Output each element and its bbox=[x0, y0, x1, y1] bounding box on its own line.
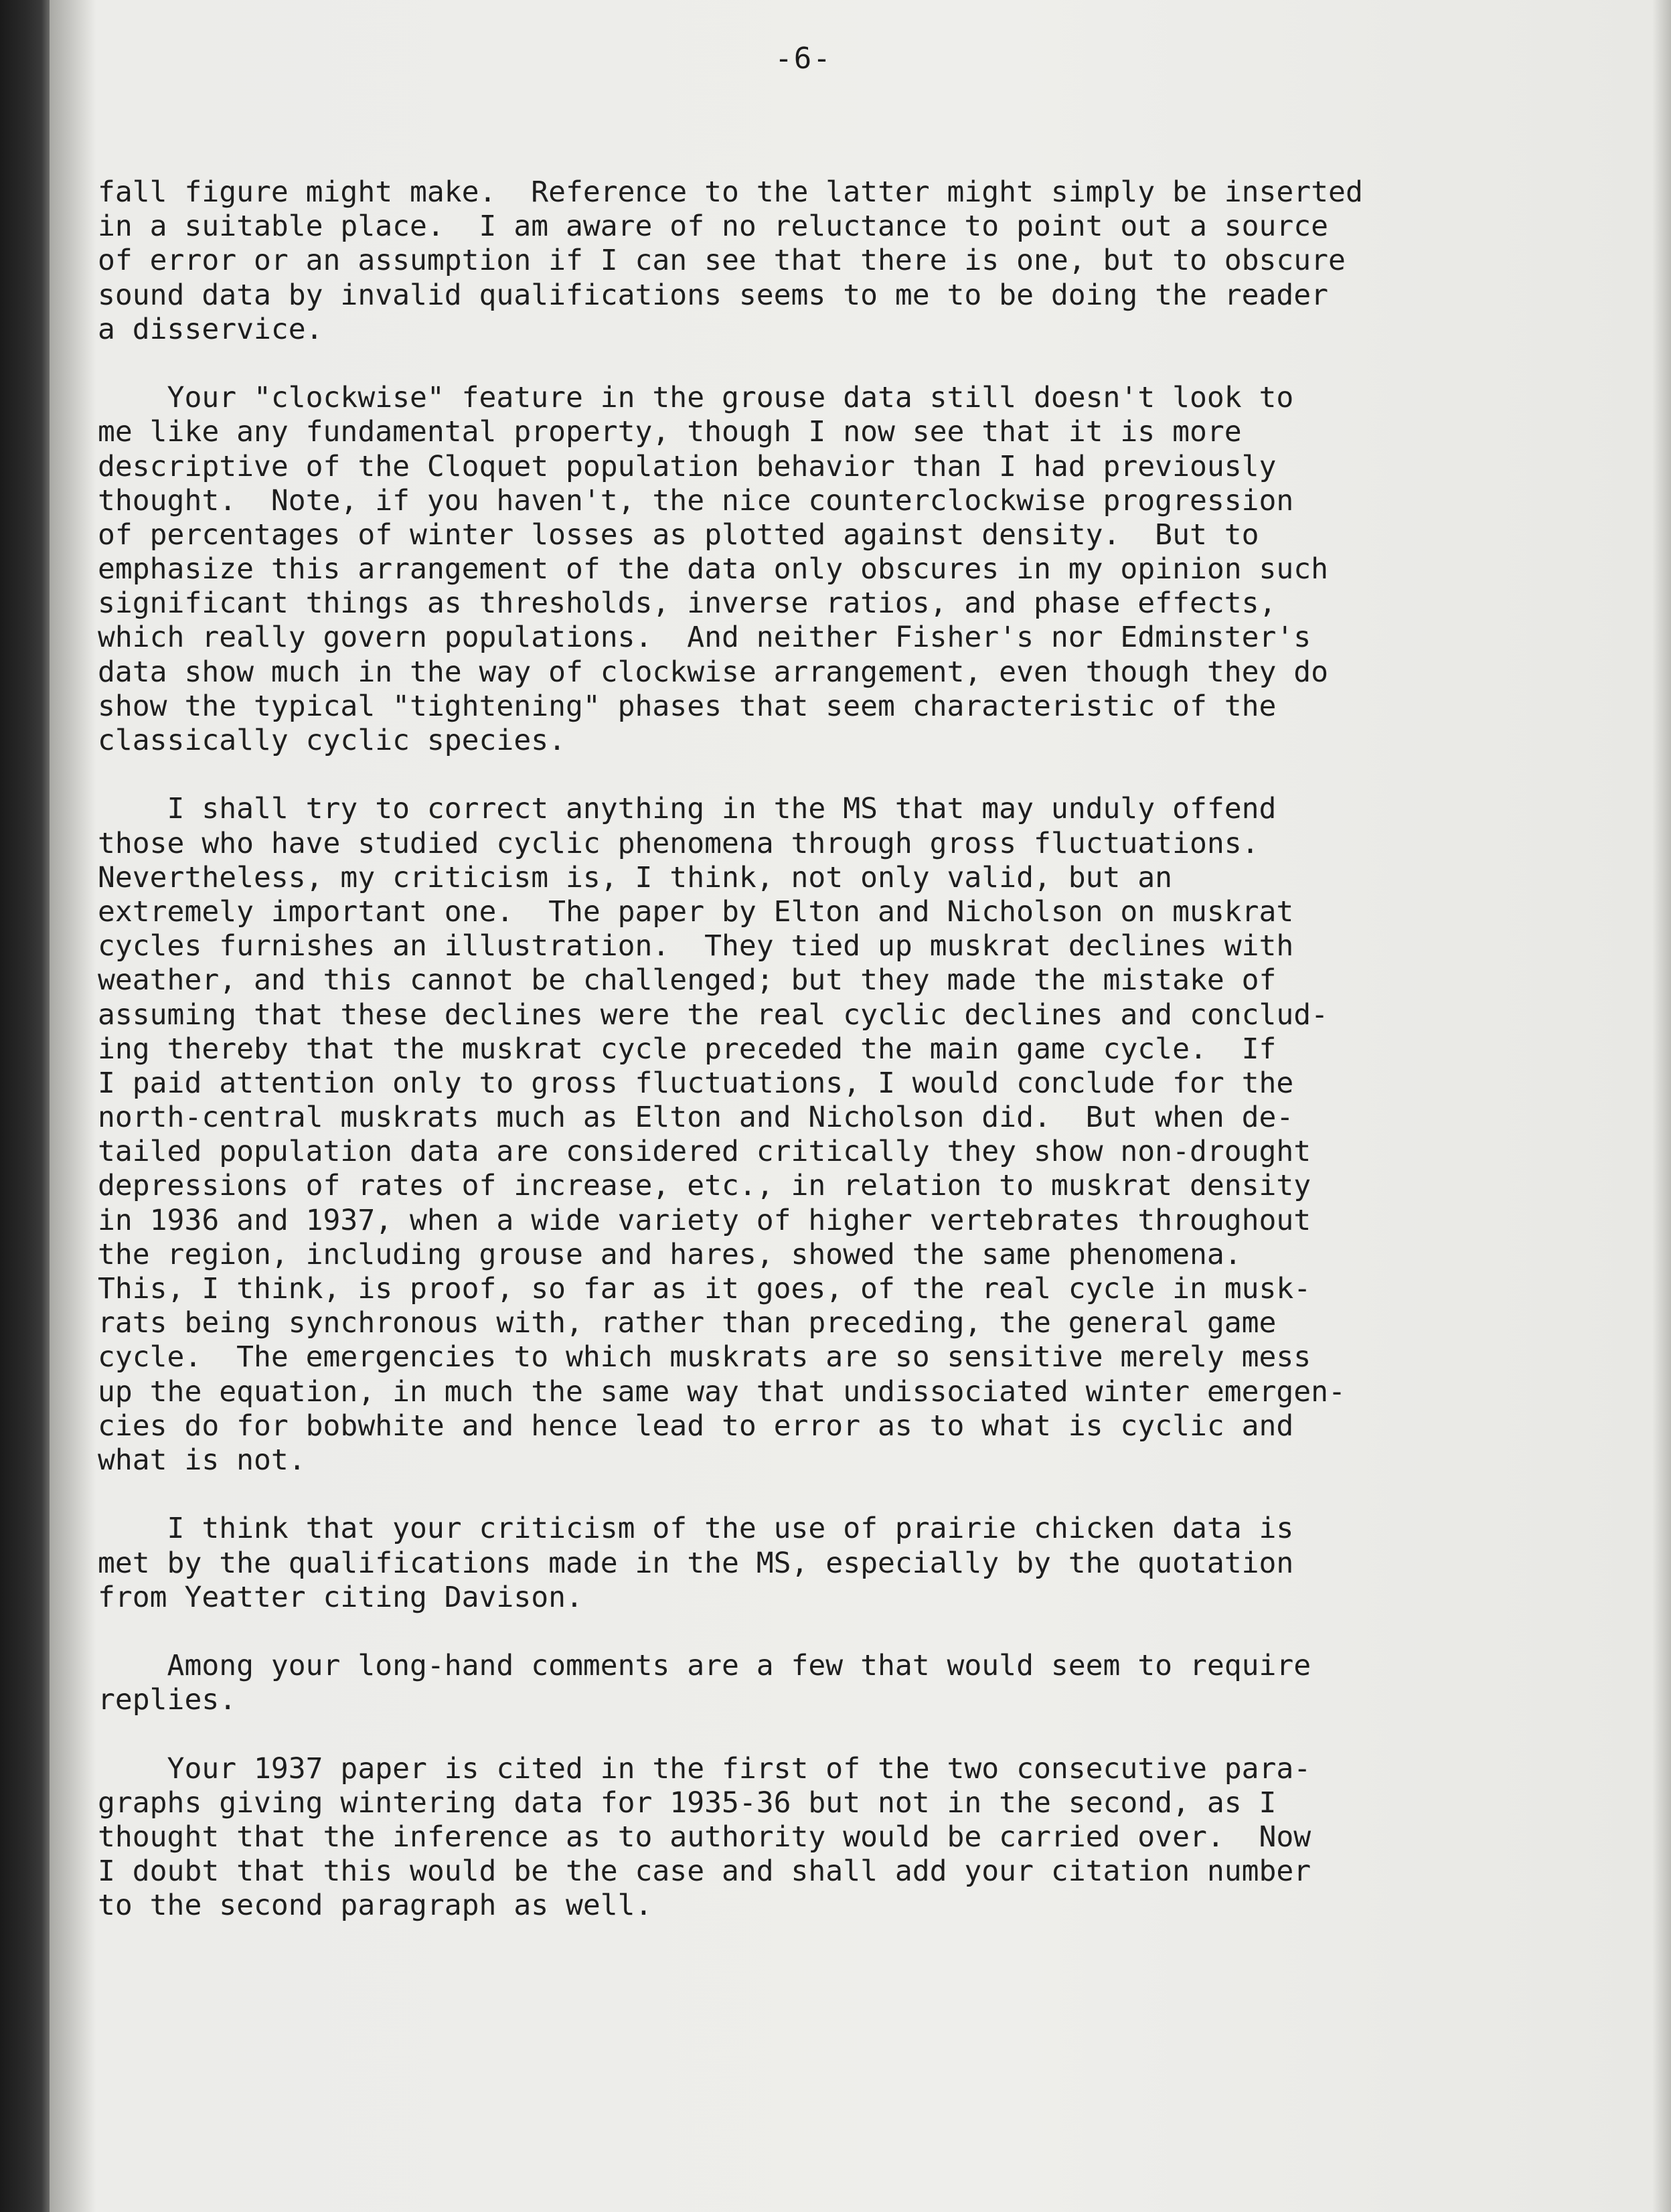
text-line: cycle. The emergencies to which muskrats are so sensitive merely mess bbox=[98, 1340, 1311, 1374]
text-line: Nevertheless, my criticism is, I think, not only valid, but an bbox=[98, 860, 1173, 894]
text-line: up the equation, in much the same way that undissociated winter emergen- bbox=[98, 1374, 1346, 1409]
text-line: cies do for bobwhite and hence lead to error as to what is cyclic and bbox=[98, 1409, 1294, 1443]
paragraph-2 bbox=[98, 381, 1638, 758]
text-line: from Yeatter citing Davison. bbox=[98, 1580, 583, 1614]
text-line: I shall try to correct anything in the MS that may unduly offend bbox=[98, 792, 1277, 826]
text-line: assuming that these declines were the real cyclic declines and conclud- bbox=[98, 998, 1329, 1032]
text-line: those who have studied cyclic phenomena through gross fluctuations. bbox=[98, 826, 1259, 860]
text-line: rats being synchronous with, rather than preceding, the general game bbox=[98, 1306, 1277, 1340]
text-line: cycles furnishes an illustration. They tied up muskrat declines with bbox=[98, 929, 1294, 963]
paragraph-5 bbox=[98, 1649, 1638, 1717]
page-binding-gradient bbox=[50, 0, 96, 2212]
text-line: extremely important one. The paper by Elton and Nicholson on muskrat bbox=[98, 894, 1294, 929]
text-line: replies. bbox=[98, 1683, 237, 1717]
text-line: in 1936 and 1937, when a wide variety of higher vertebrates throughout bbox=[98, 1203, 1311, 1237]
text-line: This, I think, is proof, so far as it goes, of the real cycle in musk- bbox=[98, 1272, 1311, 1306]
text-line: in a suitable place. I am aware of no reluctance to point out a source bbox=[98, 210, 1329, 244]
text-line: ing thereby that the muskrat cycle preceded the main game cycle. If bbox=[98, 1032, 1277, 1066]
paragraph-4 bbox=[98, 1512, 1638, 1615]
paragraph-6 bbox=[98, 1752, 1638, 1923]
page-binding-shadow bbox=[0, 0, 50, 2212]
text-line: Among your long-hand comments are a few that would seem to require bbox=[98, 1649, 1311, 1683]
text-line: classically cyclic species. bbox=[98, 724, 566, 757]
text-line: the region, including grouse and hares, showed the same phenomena. bbox=[98, 1237, 1242, 1271]
text-line: I paid attention only to gross fluctuations, I would conclude for the bbox=[98, 1066, 1294, 1100]
text-line: Your "clockwise" feature in the grouse data still doesn't look to bbox=[98, 381, 1294, 415]
text-line: of error or an assumption if I can see that there is one, but to obscure bbox=[98, 244, 1346, 278]
paragraph-3 bbox=[98, 792, 1638, 1478]
text-line: descriptive of the Cloquet population behavior than I had previously bbox=[98, 449, 1277, 483]
text-line: of percentages of winter losses as plotted against density. But to bbox=[98, 518, 1259, 552]
text-line: emphasize this arrangement of the data only obscures in my opinion such bbox=[98, 552, 1329, 586]
text-line: depressions of rates of increase, etc., in relation to muskrat density bbox=[98, 1169, 1311, 1203]
text-line: I think that your criticism of the use of prairie chicken data is bbox=[98, 1512, 1294, 1546]
text-line: significant things as thresholds, inverse ratios, and phase effects, bbox=[98, 586, 1277, 621]
text-line: weather, and this cannot be challenged; but they made the mistake of bbox=[98, 963, 1277, 998]
text-line: I doubt that this would be the case and shall add your citation number bbox=[98, 1854, 1311, 1889]
text-line: graphs giving wintering data for 1935-36 but not in the second, as I bbox=[98, 1786, 1277, 1820]
text-line: north-central muskrats much as Elton and Nicholson did. But when de- bbox=[98, 1101, 1294, 1135]
text-line: met by the qualifications made in the MS, especially by the quotation bbox=[98, 1546, 1294, 1580]
letter-body bbox=[98, 175, 1638, 1958]
text-line: what is not. bbox=[98, 1443, 306, 1477]
text-line: which really govern populations. And neither Fisher's nor Edminster's bbox=[98, 621, 1311, 655]
text-line: thought. Note, if you haven't, the nice counterclockwise progression bbox=[98, 483, 1294, 518]
text-line: a disservice. bbox=[98, 312, 323, 346]
text-line: me like any fundamental property, though I now see that it is more bbox=[98, 415, 1242, 449]
text-line: tailed population data are considered critically they show non-drought bbox=[98, 1135, 1311, 1169]
paragraph-1 bbox=[98, 175, 1638, 347]
text-line: sound data by invalid qualifications seems to me to be doing the reader bbox=[98, 278, 1329, 312]
page-right-edge-shadow bbox=[1652, 0, 1671, 2212]
text-line: fall figure might make. Reference to the latter might simply be inserted bbox=[98, 175, 1363, 209]
text-line: thought that the inference as to authority would be carried over. Now bbox=[98, 1820, 1311, 1854]
text-line: data show much in the way of clockwise arrangement, even though they do bbox=[98, 655, 1329, 689]
text-line: Your 1937 paper is cited in the first of the two consecutive para- bbox=[98, 1751, 1311, 1786]
text-line: show the typical "tightening" phases that seem characteristic of the bbox=[98, 689, 1277, 723]
page-number: -6- bbox=[775, 42, 832, 76]
text-line: to the second paragraph as well. bbox=[98, 1889, 653, 1923]
